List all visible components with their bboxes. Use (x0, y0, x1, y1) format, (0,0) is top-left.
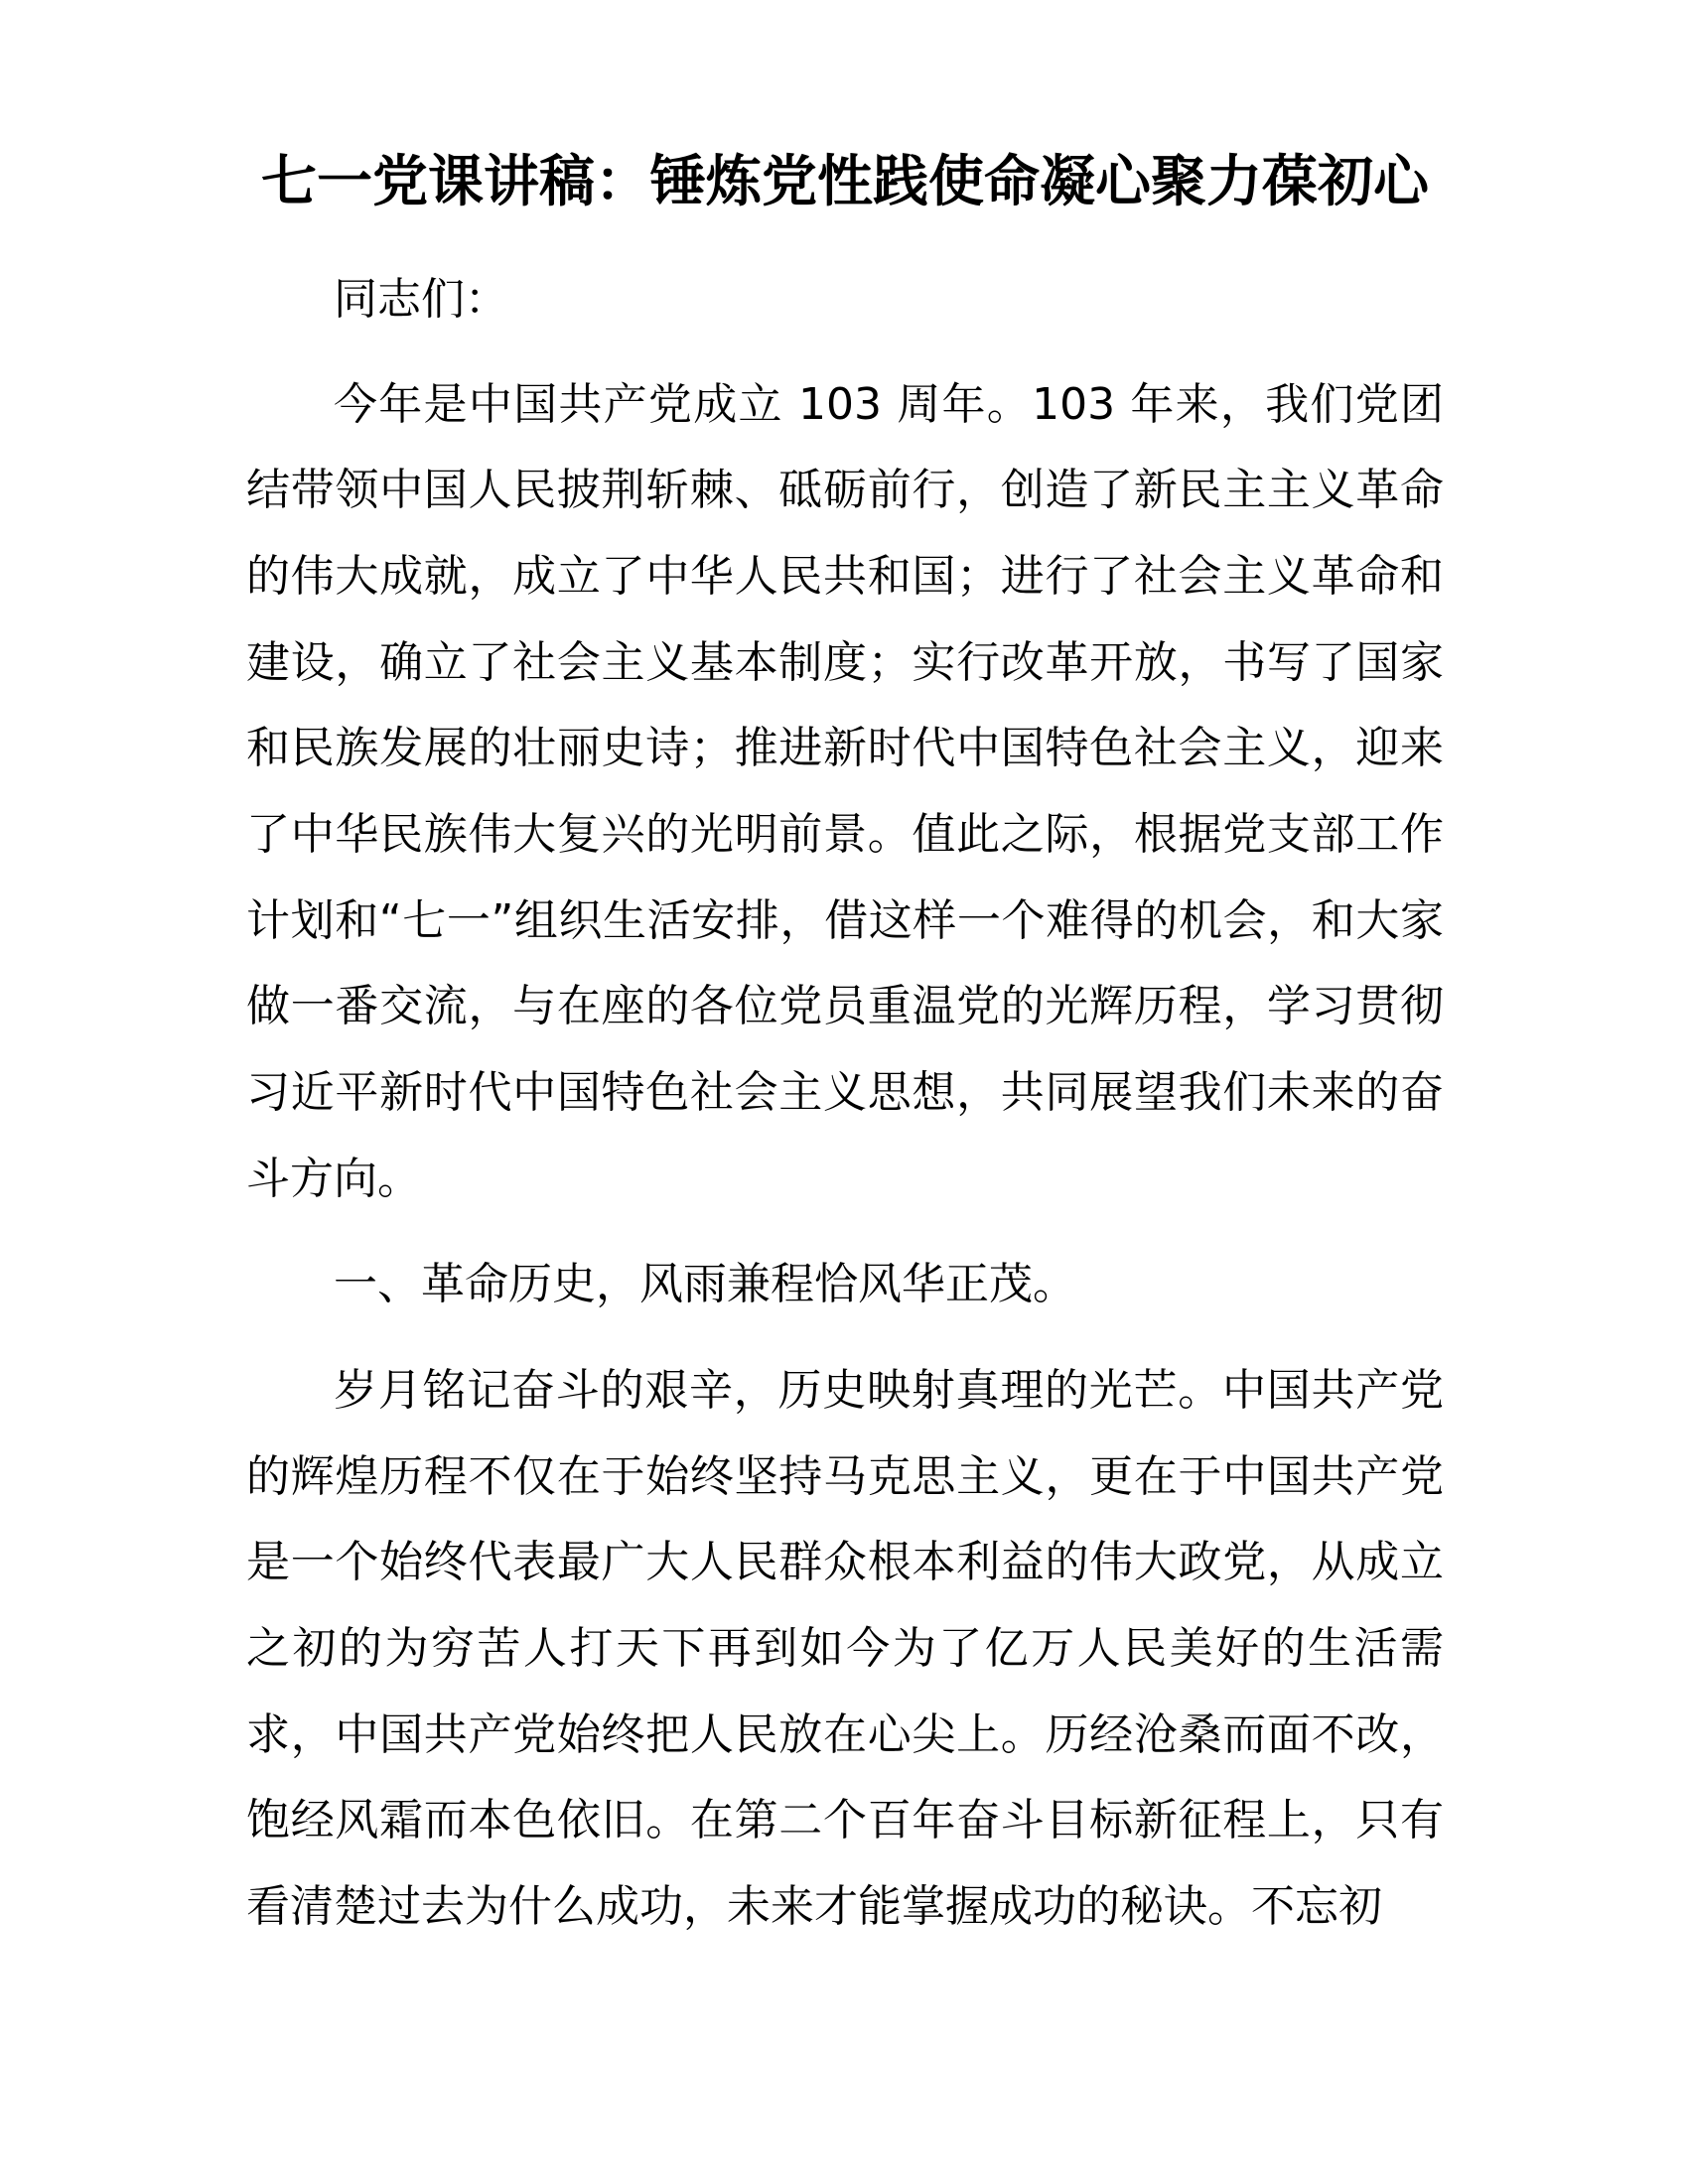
salutation: 同志们： (334, 273, 508, 325)
section-one-body: 岁月铭记奋斗的艰辛，历史映射真理的光芒。中国共产党的辉煌历程不仅在于始终坚持马克思主义，更在于中国共产党是一个始终代表最广大人民群众根本利益的伟大政党，从成立之初的为穷苦人打天下再到如今为了亿万人民美好的生活需求，中国共产党始终把人民放在心尖上。历经沧桑而面不改，饱经风霜而本色依旧。在第二个百年奋斗目标新征程上，只有看清楚过去为什么成功，未来才能掌握成功的秘诀。不忘初 (246, 1364, 1444, 1933)
opening-paragraph: 今年是中国共产党成立 103 周年。103 年来，我们党团结带领中国人民披荆斩棘、砥砺前行，创造了新民主主义革命的伟大成就，成立了中华人民共和国；进行了社会主义革命和建设，确立了社会主义基本制度；实行改革开放，书写了国家和民族发展的壮丽史诗；推进新时代中国特色社会主义，迎来了中华民族伟大复兴的光明前景。值此之际，根据党支部工作计划和“七一”组织生活安排，借这样一个难得的机会，和大家做一番交流，与在座的各位党员重温党的光辉历程，学习贯彻习近平新时代中国特色社会主义思想，共同展望我们未来的奋斗方向。 (246, 378, 1444, 1204)
section-heading-one: 一、革命历史，风雨兼程恰风华正茂。 (334, 1259, 1076, 1310)
document-content (246, 0, 1444, 1951)
document-title: 七一党课讲稿：锤炼党性践使命凝心聚力葆初心 (261, 150, 1429, 214)
